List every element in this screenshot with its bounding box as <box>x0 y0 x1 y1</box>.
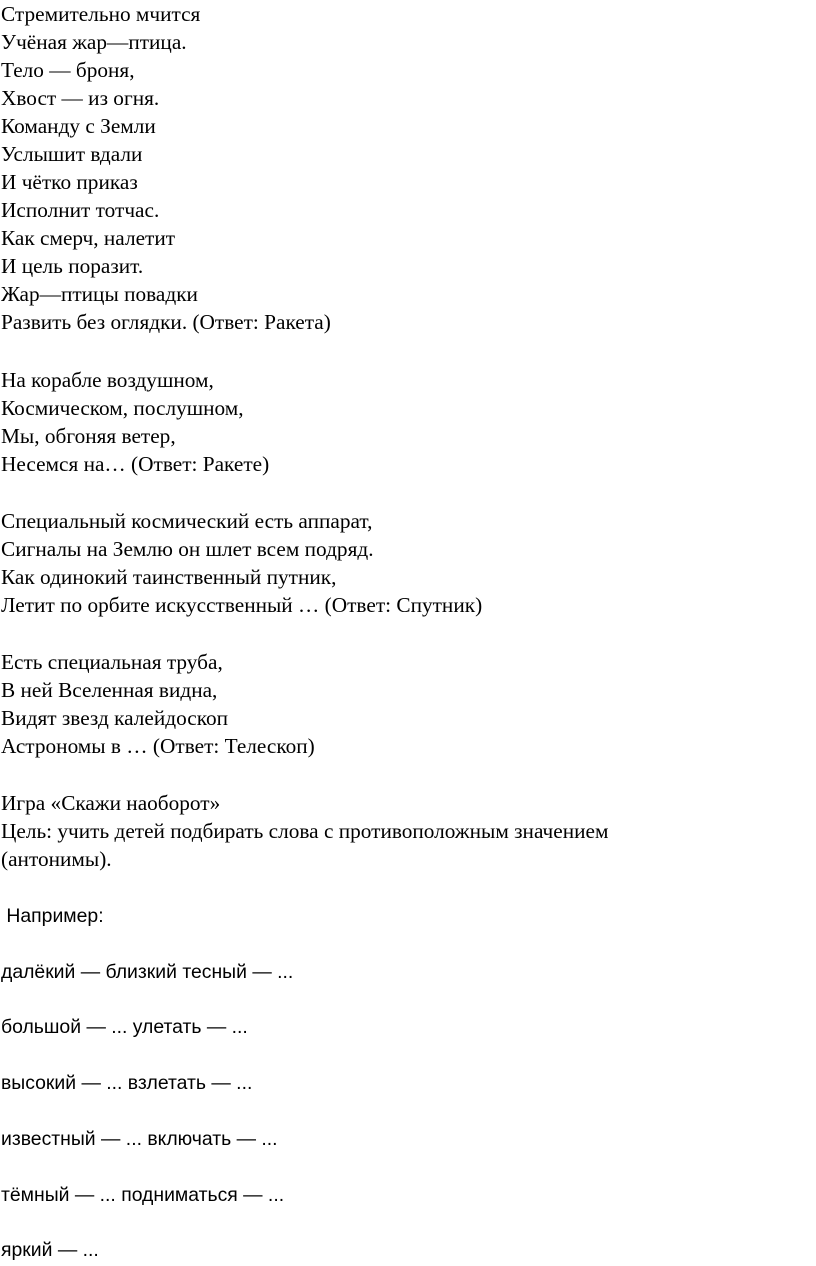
riddle1-line: Исполнит тотчас. <box>1 198 160 222</box>
antonym-pair: яркий — ... <box>1 1239 99 1261</box>
riddle1-line: Жар—птицы повадки <box>1 282 198 306</box>
riddle2-line: На корабле воздушном, <box>1 368 214 392</box>
riddle1-line: И чётко приказ <box>1 170 138 194</box>
antonym-pair: тёмный — ... подниматься — ... <box>1 1184 285 1206</box>
antonym-pair: известный — ... включать — ... <box>1 1128 278 1150</box>
riddle2-line: Мы, обгоняя ветер, <box>1 424 176 448</box>
riddle4-line: Видят звезд калейдоскоп <box>1 706 229 730</box>
example-label: Например: <box>1 905 104 927</box>
antonym-pair: далёкий — близкий тесный — ... <box>1 961 294 983</box>
riddle1-line: И цель поразит. <box>1 254 144 278</box>
game-goal-line: (антонимы). <box>1 847 112 871</box>
riddle4-line: Есть специальная труба, <box>1 650 223 674</box>
riddle3-line: Как одинокий таинственный путник, <box>1 565 337 589</box>
riddle1-line: Команду с Земли <box>1 114 156 138</box>
riddle1-line: Как смерч, налетит <box>1 226 176 250</box>
riddle1-line: Учёная жар—птица. <box>1 30 187 54</box>
game-title: Игра «Скажи наоборот» <box>1 791 221 815</box>
antonym-pair: большой — ... улетать — ... <box>1 1016 248 1038</box>
riddle2-answer-line: Несемся на… (Ответ: Ракете) <box>1 452 270 476</box>
riddle3-answer-line: Летит по орбите искусственный … (Ответ: Спутник) <box>1 593 483 617</box>
riddle1-line: Услышит вдали <box>1 142 143 166</box>
riddle1-answer-line: Развить без оглядки. (Ответ: Ракета) <box>1 310 331 334</box>
antonym-pair: высокий — ... взлетать — ... <box>1 1072 253 1094</box>
riddle3-line: Специальный космический есть аппарат, <box>1 509 373 533</box>
riddle3-line: Сигналы на Землю он шлет всем подряд. <box>1 537 374 561</box>
riddle1-line: Хвост — из огня. <box>1 86 160 110</box>
riddle1-line: Стремительно мчится <box>1 2 201 26</box>
riddle2-line: Космическом, послушном, <box>1 396 244 420</box>
game-goal-line: Цель: учить детей подбирать слова с противоположным значением <box>1 819 609 843</box>
riddle4-line: В ней Вселенная видна, <box>1 678 218 702</box>
riddle4-answer-line: Астрономы в … (Ответ: Телескоп) <box>1 734 315 758</box>
riddle1-line: Тело — броня, <box>1 58 135 82</box>
